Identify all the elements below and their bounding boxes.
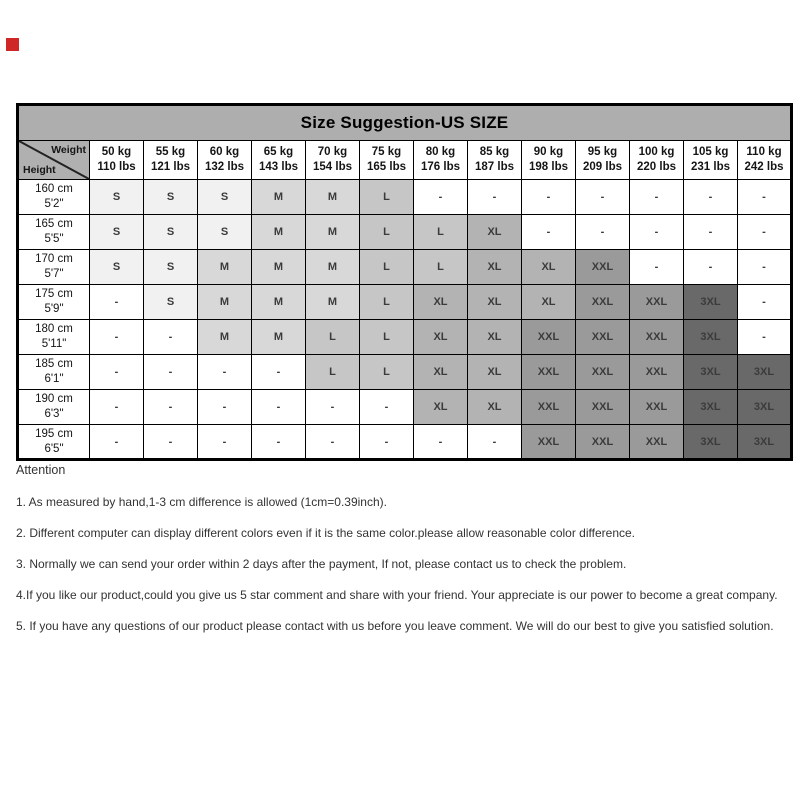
size-cell: XL bbox=[468, 215, 522, 250]
size-cell: XL bbox=[468, 390, 522, 425]
size-cell: 3XL bbox=[684, 320, 738, 355]
size-cell: XXL bbox=[630, 320, 684, 355]
size-cell-empty: - bbox=[414, 425, 468, 460]
size-cell-empty: - bbox=[360, 390, 414, 425]
height-row-header: 195 cm 6'5" bbox=[18, 425, 90, 460]
size-suggestion-table bbox=[16, 103, 793, 461]
attention-note-1: 1. As measured by hand,1-3 cm difference is allowed (1cm=0.39inch). bbox=[16, 495, 387, 509]
size-cell: 3XL bbox=[738, 425, 792, 460]
attention-note-3: 3. Normally we can send your order within 2 days after the payment, If not, please contact us to check the problem. bbox=[16, 557, 627, 571]
size-cell: M bbox=[252, 320, 306, 355]
size-cell: L bbox=[360, 250, 414, 285]
size-cell: L bbox=[414, 250, 468, 285]
size-cell: M bbox=[306, 215, 360, 250]
size-cell: S bbox=[90, 250, 144, 285]
weight-col-header: 95 kg 209 lbs bbox=[576, 141, 630, 180]
size-cell-empty: - bbox=[522, 215, 576, 250]
weight-col-header: 55 kg 121 lbs bbox=[144, 141, 198, 180]
size-cell: XXL bbox=[576, 320, 630, 355]
corner-weight-label: Weight bbox=[51, 144, 86, 156]
height-row-header: 170 cm 5'7" bbox=[18, 250, 90, 285]
weight-col-header: 105 kg 231 lbs bbox=[684, 141, 738, 180]
size-cell-empty: - bbox=[738, 285, 792, 320]
size-cell: L bbox=[360, 215, 414, 250]
size-chart bbox=[16, 103, 793, 461]
size-cell: 3XL bbox=[738, 390, 792, 425]
size-cell-empty: - bbox=[90, 355, 144, 390]
size-cell-empty: - bbox=[414, 180, 468, 215]
size-cell: XXL bbox=[522, 355, 576, 390]
table-title: Size Suggestion-US SIZE bbox=[18, 105, 792, 141]
size-cell: M bbox=[198, 320, 252, 355]
size-cell: XL bbox=[468, 285, 522, 320]
table-row bbox=[18, 355, 792, 390]
size-cell-empty: - bbox=[198, 390, 252, 425]
size-cell: 3XL bbox=[684, 355, 738, 390]
size-cell-empty: - bbox=[738, 215, 792, 250]
size-cell: M bbox=[306, 285, 360, 320]
size-cell: XXL bbox=[576, 285, 630, 320]
table-row bbox=[18, 180, 792, 215]
size-cell: XL bbox=[468, 355, 522, 390]
size-cell-empty: - bbox=[306, 390, 360, 425]
height-row-header: 175 cm 5'9" bbox=[18, 285, 90, 320]
attention-note-2: 2. Different computer can display different colors even if it is the same color.please allow reasonable color difference. bbox=[16, 526, 636, 540]
weight-col-header: 85 kg 187 lbs bbox=[468, 141, 522, 180]
title-row bbox=[18, 105, 792, 141]
weight-col-header: 110 kg 242 lbs bbox=[738, 141, 792, 180]
size-cell: L bbox=[360, 320, 414, 355]
height-row-header: 185 cm 6'1" bbox=[18, 355, 90, 390]
size-cell-empty: - bbox=[252, 425, 306, 460]
size-cell-empty: - bbox=[684, 215, 738, 250]
size-cell-empty: - bbox=[468, 180, 522, 215]
size-cell: L bbox=[306, 355, 360, 390]
size-cell-empty: - bbox=[630, 250, 684, 285]
size-cell: XL bbox=[414, 285, 468, 320]
size-cell-empty: - bbox=[522, 180, 576, 215]
table-row bbox=[18, 215, 792, 250]
size-cell-empty: - bbox=[252, 390, 306, 425]
attention-note-5: 5. If you have any questions of our product please contact with us before you leave comment. We will do our best to give you satisfied solution. bbox=[16, 619, 774, 633]
size-cell: XL bbox=[522, 285, 576, 320]
size-cell: XXL bbox=[630, 390, 684, 425]
weight-col-header: 70 kg 154 lbs bbox=[306, 141, 360, 180]
size-cell: XXL bbox=[522, 425, 576, 460]
size-cell: S bbox=[144, 180, 198, 215]
size-cell: M bbox=[252, 215, 306, 250]
size-cell-empty: - bbox=[306, 425, 360, 460]
size-cell-empty: - bbox=[90, 390, 144, 425]
size-cell-empty: - bbox=[198, 425, 252, 460]
size-cell-empty: - bbox=[630, 180, 684, 215]
size-cell: 3XL bbox=[738, 355, 792, 390]
size-cell-empty: - bbox=[684, 250, 738, 285]
corner-header-cell bbox=[18, 141, 90, 180]
size-cell: XL bbox=[468, 250, 522, 285]
weight-col-header: 75 kg 165 lbs bbox=[360, 141, 414, 180]
size-cell: M bbox=[198, 285, 252, 320]
header-row bbox=[18, 141, 792, 180]
weight-col-header: 60 kg 132 lbs bbox=[198, 141, 252, 180]
size-cell: XXL bbox=[630, 425, 684, 460]
size-cell: L bbox=[306, 320, 360, 355]
size-cell: S bbox=[144, 285, 198, 320]
size-cell: XXL bbox=[576, 390, 630, 425]
attention-heading: Attention bbox=[16, 463, 66, 477]
attention-note-4: 4.If you like our product,could you give us 5 star comment and share with your friend. Your appreciate is our power to become a great company. bbox=[16, 588, 778, 602]
size-cell: 3XL bbox=[684, 425, 738, 460]
size-cell: S bbox=[90, 215, 144, 250]
size-cell: M bbox=[252, 285, 306, 320]
size-cell: M bbox=[306, 250, 360, 285]
size-cell: XL bbox=[522, 250, 576, 285]
weight-col-header: 65 kg 143 lbs bbox=[252, 141, 306, 180]
size-cell: 3XL bbox=[684, 390, 738, 425]
size-cell: L bbox=[360, 180, 414, 215]
size-cell-empty: - bbox=[90, 425, 144, 460]
size-cell-empty: - bbox=[738, 180, 792, 215]
size-cell-empty: - bbox=[144, 355, 198, 390]
size-cell-empty: - bbox=[144, 390, 198, 425]
size-cell: 3XL bbox=[684, 285, 738, 320]
size-cell: M bbox=[252, 250, 306, 285]
table-row bbox=[18, 285, 792, 320]
size-cell: M bbox=[306, 180, 360, 215]
height-row-header: 180 cm 5'11" bbox=[18, 320, 90, 355]
size-cell: XXL bbox=[576, 425, 630, 460]
size-cell-empty: - bbox=[738, 320, 792, 355]
size-cell-empty: - bbox=[198, 355, 252, 390]
height-row-header: 160 cm 5'2" bbox=[18, 180, 90, 215]
size-cell-empty: - bbox=[90, 285, 144, 320]
size-cell-empty: - bbox=[576, 180, 630, 215]
size-cell-empty: - bbox=[252, 355, 306, 390]
size-cell: XXL bbox=[576, 250, 630, 285]
size-cell: XXL bbox=[576, 355, 630, 390]
size-cell: XL bbox=[414, 390, 468, 425]
size-cell: S bbox=[198, 215, 252, 250]
size-cell: S bbox=[144, 250, 198, 285]
size-cell: L bbox=[414, 215, 468, 250]
size-cell: XL bbox=[414, 355, 468, 390]
size-cell: XXL bbox=[630, 355, 684, 390]
attention-section bbox=[16, 463, 796, 650]
height-row-header: 165 cm 5'5" bbox=[18, 215, 90, 250]
size-cell: S bbox=[90, 180, 144, 215]
weight-col-header: 80 kg 176 lbs bbox=[414, 141, 468, 180]
size-cell: XXL bbox=[522, 320, 576, 355]
size-cell: S bbox=[144, 215, 198, 250]
size-cell: XXL bbox=[522, 390, 576, 425]
size-cell-empty: - bbox=[360, 425, 414, 460]
size-cell-empty: - bbox=[576, 215, 630, 250]
table-row bbox=[18, 390, 792, 425]
size-cell-empty: - bbox=[144, 320, 198, 355]
table-row bbox=[18, 425, 792, 460]
red-square-marker bbox=[6, 38, 19, 51]
size-cell: XXL bbox=[630, 285, 684, 320]
table-row bbox=[18, 250, 792, 285]
size-cell: L bbox=[360, 355, 414, 390]
size-cell: XL bbox=[468, 320, 522, 355]
size-cell-empty: - bbox=[738, 250, 792, 285]
size-cell: XL bbox=[414, 320, 468, 355]
size-cell-empty: - bbox=[468, 425, 522, 460]
corner-height-label: Height bbox=[23, 164, 56, 176]
size-cell-empty: - bbox=[90, 320, 144, 355]
size-cell-empty: - bbox=[630, 215, 684, 250]
size-cell-empty: - bbox=[684, 180, 738, 215]
size-cell: L bbox=[360, 285, 414, 320]
size-cell: M bbox=[198, 250, 252, 285]
height-row-header: 190 cm 6'3" bbox=[18, 390, 90, 425]
size-cell: S bbox=[198, 180, 252, 215]
size-cell-empty: - bbox=[144, 425, 198, 460]
size-cell: M bbox=[252, 180, 306, 215]
weight-col-header: 90 kg 198 lbs bbox=[522, 141, 576, 180]
weight-col-header: 100 kg 220 lbs bbox=[630, 141, 684, 180]
weight-col-header: 50 kg 110 lbs bbox=[90, 141, 144, 180]
table-row bbox=[18, 320, 792, 355]
